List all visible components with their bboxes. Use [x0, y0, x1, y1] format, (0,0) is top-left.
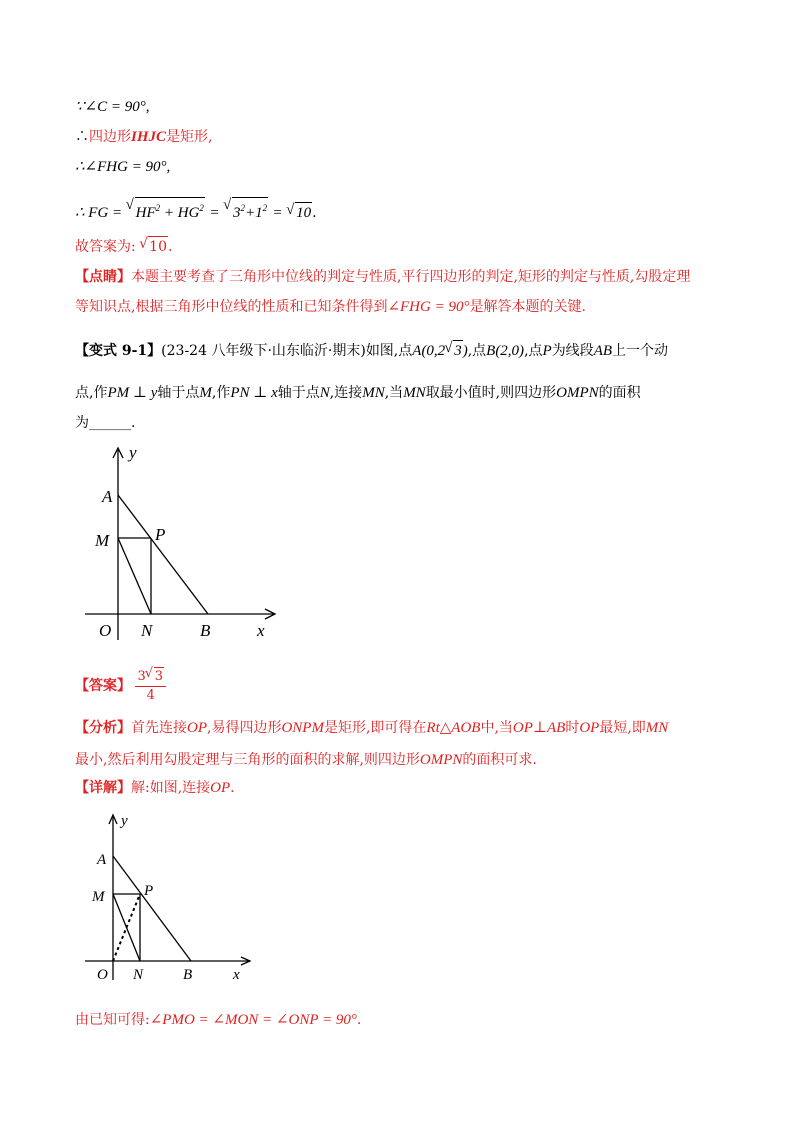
analysis-line-1: 【分析】首先连接OP,易得四边形ONPM是矩形,即可得在Rt△AOB中,当OP⊥AB时OP最短,即MN	[75, 720, 669, 736]
label-n: N	[133, 967, 144, 983]
detail-line: 【详解】解:如图,连接OP.	[75, 780, 235, 796]
answer-row	[75, 667, 166, 705]
label-b: B	[200, 621, 211, 640]
figure-2	[85, 808, 255, 988]
note-line-2: 等知识点,根据三角形中位线的性质和已知条件得到∠FHG = 90°是解答本题的关键.	[75, 299, 586, 315]
label-p: P	[144, 883, 154, 899]
sqrt-hf-hg: √ $HF^2 + HG^2$	[135, 197, 205, 223]
label-x: x	[257, 621, 265, 640]
proof-line-2: ∴四边形IHJC是矩形,	[75, 129, 213, 145]
answer-blank: 为______.	[75, 415, 136, 431]
label-a: A	[97, 852, 107, 868]
sqrt-3-1: √ $3^2+1^2$	[232, 197, 268, 223]
segment-ab	[113, 856, 191, 961]
answer-label: 【答案】	[75, 678, 131, 694]
angle-fhg-statement: ∴∠FHG = 90°,	[75, 159, 171, 175]
answer-line: 故答案为: √ 10.	[75, 236, 172, 257]
problem-line-2: 点,作PM ⊥ y轴于点M,作PN ⊥ x轴于点N,连接MN,当MN取最小值时,则四边形OMPN的面积	[75, 385, 641, 401]
note-label: 【点睛】	[75, 269, 131, 285]
answer-fraction: $\frac{3√ 3}{4}$	[135, 667, 166, 705]
problem-line-1: 【变式 9-1】(23-24 八年级下·山东临沂·期末)如图,点A(0,2√ 3),点B(2,0),点P为线段AB上一个动	[75, 340, 668, 361]
figure-1	[85, 440, 285, 650]
label-m: M	[92, 889, 105, 905]
analysis-label: 【分析】	[75, 720, 131, 736]
last-line: 由已知可得:∠PMO = ∠MON = ∠ONP = 90°.	[75, 1012, 362, 1028]
label-n: N	[141, 621, 153, 640]
sqrt-10-answer: √ 10	[148, 236, 168, 257]
label-b: B	[183, 967, 193, 983]
angle-c-statement: ∵∠C = 90°,	[75, 99, 150, 115]
label-y: y	[121, 813, 128, 829]
label-y: y	[129, 443, 137, 462]
proof-line-4: ∴ FG = √ $HF^2 + HG^2$ = √ $3^2+1^2$ = √ 10.	[75, 197, 317, 223]
label-a: A	[102, 487, 113, 506]
sqrt-10: √ 10	[295, 202, 312, 223]
label-o: O	[99, 621, 112, 640]
analysis-line-2: 最小,然后利用勾股定理与三角形的面积的求解,则四边形OMPN的面积可求.	[75, 752, 537, 768]
segment-mn	[118, 538, 151, 614]
proof-line-3	[75, 157, 170, 177]
label-p: P	[155, 525, 166, 544]
detail-label: 【详解】	[75, 780, 131, 796]
label-x: x	[233, 967, 240, 983]
label-o: O	[97, 967, 108, 983]
label-m: M	[95, 531, 110, 550]
segment-ab	[118, 495, 208, 614]
note-line-1: 【点睛】本题主要考查了三角形中位线的判定与性质,平行四边形的判定,矩形的判定与性质,勾股定理	[75, 269, 691, 285]
problem-line-3	[75, 413, 135, 433]
proof-line-1	[75, 97, 150, 117]
problem-label: 【变式 9-1】	[75, 343, 162, 359]
